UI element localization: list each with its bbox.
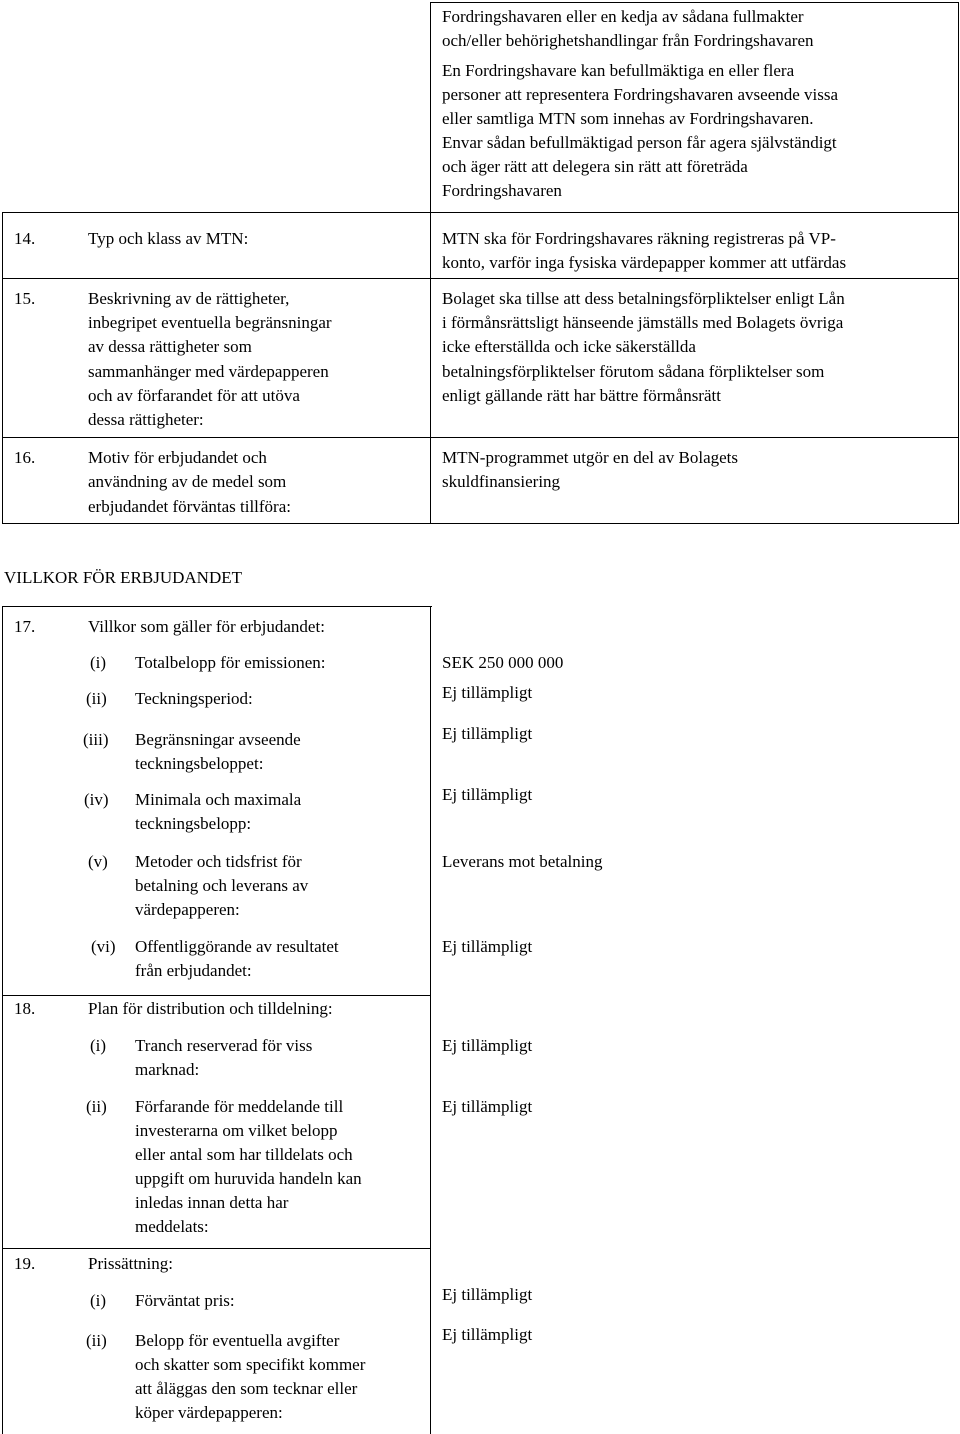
item-label-line: sammanhänger med värdepapperen xyxy=(88,362,329,381)
item-value-line: MTN ska för Fordringshavares räkning registreras på VP- xyxy=(442,229,836,248)
sub-item-value: Ej tillämpligt xyxy=(442,1325,533,1344)
item-label: Villkor som gäller för erbjudandet: xyxy=(88,617,325,636)
item-label-line: erbjudandet förväntas tillföra: xyxy=(88,497,291,516)
sub-item-label: teckningsbeloppet: xyxy=(135,754,264,773)
item-label-line: och av förfarandet för att utöva xyxy=(88,386,300,405)
top-box-line: Envar sådan befullmäktigad person får agera självständigt xyxy=(442,133,837,152)
table-top-border xyxy=(430,2,958,3)
table-right-border xyxy=(958,2,959,524)
row-divider xyxy=(2,437,959,438)
item-value-line: icke efterställda och icke säkerställda xyxy=(442,337,696,356)
item-number: 18. xyxy=(14,999,36,1018)
sub-item-roman: (vi) xyxy=(91,937,116,956)
top-box-line: personer att representera Fordringshavaren avseende vissa xyxy=(442,85,839,104)
sub-item-label: Teckningsperiod: xyxy=(135,689,253,708)
item-number: 16. xyxy=(14,448,36,467)
sub-item-label: uppgift om huruvida handeln kan xyxy=(135,1169,362,1188)
sub-item-value: Leverans mot betalning xyxy=(442,852,603,871)
sub-item-roman: (v) xyxy=(88,852,108,871)
item-label: Prissättning: xyxy=(88,1254,174,1273)
sub-item-value: Ej tillämpligt xyxy=(442,1285,533,1304)
item-value-line: skuldfinansiering xyxy=(442,472,561,491)
sub-item-value: Ej tillämpligt xyxy=(442,1097,533,1116)
item-label: Typ och klass av MTN: xyxy=(88,229,249,248)
sub-item-value: Ej tillämpligt xyxy=(442,683,533,702)
item-label-line: Beskrivning av de rättigheter, xyxy=(88,289,290,308)
item-value-line: MTN-programmet utgör en del av Bolagets xyxy=(442,448,739,467)
sub-item-label: Begränsningar avseende xyxy=(135,730,301,749)
sub-item-label: eller antal som har tilldelats och xyxy=(135,1145,353,1164)
row-divider xyxy=(2,523,959,524)
item-number: 15. xyxy=(14,289,36,308)
sub-item-value: SEK 250 000 000 xyxy=(442,653,564,672)
top-box-line: och äger rätt att delegera sin rätt att företräda xyxy=(442,157,748,176)
sub-item-label: Offentliggörande av resultatet xyxy=(135,937,339,956)
top-box-line: Fordringshavaren eller en kedja av sådana fullmakter xyxy=(442,7,804,26)
sub-item-label: betalning och leverans av xyxy=(135,876,309,895)
top-box-line: Fordringshavaren xyxy=(442,181,562,200)
sub-item-label: Förfarande för meddelande till xyxy=(135,1097,344,1116)
sub-item-label: meddelats: xyxy=(135,1217,209,1236)
item-label-line: Motiv för erbjudandet och xyxy=(88,448,267,467)
table-column-divider xyxy=(430,2,431,524)
sub-item-label: och skatter som specifikt kommer xyxy=(135,1355,366,1374)
sub-item-roman: (i) xyxy=(90,1036,107,1055)
row-divider xyxy=(2,212,959,213)
item-value-line: konto, varför inga fysiska värdepapper kommer att utfärdas xyxy=(442,253,847,272)
sub-item-value: Ej tillämpligt xyxy=(442,937,533,956)
sub-item-label: från erbjudandet: xyxy=(135,961,252,980)
sub-item-label: Belopp för eventuella avgifter xyxy=(135,1331,340,1350)
item-label: Plan för distribution och tilldelning: xyxy=(88,999,333,1018)
sub-item-label: Förväntat pris: xyxy=(135,1291,235,1310)
sub-item-label: köper värdepapperen: xyxy=(135,1403,283,1422)
sub-item-label: investerarna om vilket belopp xyxy=(135,1121,338,1140)
lower-row-divider xyxy=(2,995,431,996)
lower-table-top-border xyxy=(2,606,432,607)
sub-item-label: att åläggas den som tecknar eller xyxy=(135,1379,358,1398)
sub-item-roman: (iii) xyxy=(83,730,109,749)
item-label-line: användning av de medel som xyxy=(88,472,287,491)
item-value-line: enligt gällande rätt har bättre förmånsrätt xyxy=(442,386,721,405)
table-left-border xyxy=(2,212,3,524)
lower-table-column-divider xyxy=(430,606,431,1434)
sub-item-label: teckningsbelopp: xyxy=(135,814,252,833)
sub-item-roman: (ii) xyxy=(86,1097,107,1116)
row-divider xyxy=(2,278,959,279)
sub-item-label: värdepapperen: xyxy=(135,900,240,919)
sub-item-label: Totalbelopp för emissionen: xyxy=(135,653,326,672)
sub-item-label: inledas innan detta har xyxy=(135,1193,289,1212)
item-label-line: inbegripet eventuella begränsningar xyxy=(88,313,332,332)
sub-item-value: Ej tillämpligt xyxy=(442,785,533,804)
sub-item-value: Ej tillämpligt xyxy=(442,724,533,743)
sub-item-label: Metoder och tidsfrist för xyxy=(135,852,302,871)
sub-item-value: Ej tillämpligt xyxy=(442,1036,533,1055)
sub-item-roman: (i) xyxy=(90,653,107,672)
top-box-line: eller samtliga MTN som innehas av Fordringshavaren. xyxy=(442,109,814,128)
item-number: 17. xyxy=(14,617,36,636)
top-box-line: och/eller behörighetshandlingar från Fordringshavaren xyxy=(442,31,814,50)
item-label-line: av dessa rättigheter som xyxy=(88,337,252,356)
item-number: 19. xyxy=(14,1254,36,1273)
sub-item-label: Minimala och maximala xyxy=(135,790,302,809)
sub-item-label: Tranch reserverad för viss xyxy=(135,1036,313,1055)
item-value-line: Bolaget ska tillse att dess betalningsförpliktelser enligt Lån xyxy=(442,289,845,308)
section-heading: VILLKOR FÖR ERBJUDANDET xyxy=(4,568,242,587)
item-value-line: betalningsförpliktelser förutom sådana förpliktelser som xyxy=(442,362,825,381)
top-box-line: En Fordringshavare kan befullmäktiga en eller flera xyxy=(442,61,795,80)
sub-item-roman: (ii) xyxy=(86,689,107,708)
lower-table-left-border xyxy=(2,606,3,1434)
sub-item-roman: (ii) xyxy=(86,1331,107,1350)
sub-item-label: marknad: xyxy=(135,1060,200,1079)
sub-item-roman: (iv) xyxy=(84,790,109,809)
lower-row-divider xyxy=(2,1248,431,1249)
item-value-line: i förmånsrättsligt hänseende jämställs med Bolagets övriga xyxy=(442,313,844,332)
item-label-line: dessa rättigheter: xyxy=(88,410,204,429)
sub-item-roman: (i) xyxy=(90,1291,107,1310)
item-number: 14. xyxy=(14,229,36,248)
